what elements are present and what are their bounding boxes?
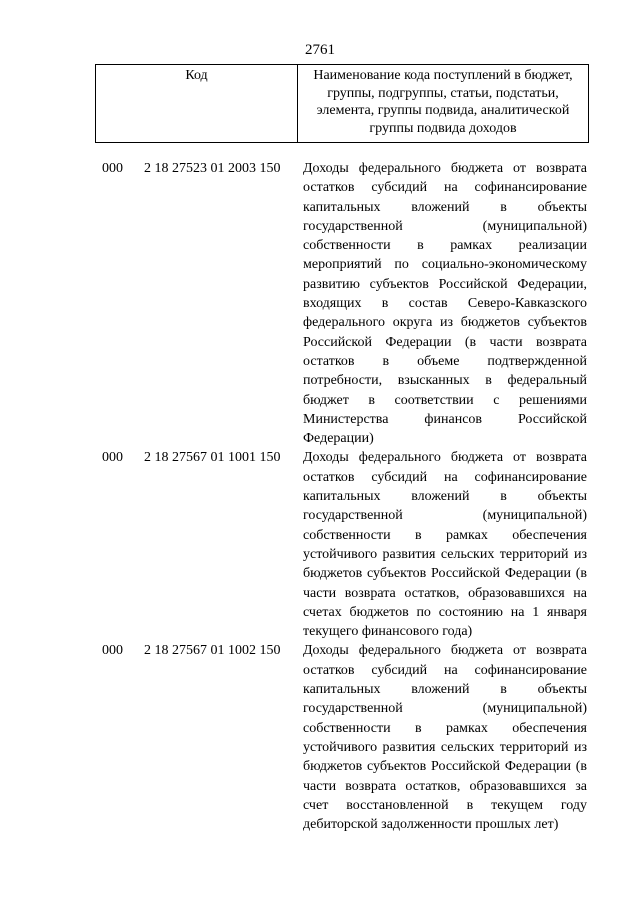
table-header xyxy=(95,64,589,143)
page-number: 2761 xyxy=(305,42,335,58)
header-name-column: Наименование кода поступлений в бюджет, группы, подгруппы, статьи, подстатьи, элемента, группы подвида, аналитической группы подвида доходов xyxy=(313,68,573,136)
row-income-code: 2 18 27523 01 2003 150 xyxy=(144,161,281,176)
row-admin-code: 000 xyxy=(102,161,123,176)
row-description: Доходы федерального бюджета от возврата остатков субсидий на софинансирование капитальных вложений в объекты государственной (муниципальной) собственности в рамках реализации мероприятий по социально-экономическому развитию субъектов Российской Федерации, входящих в состав Северо-Кавказского федерального округа из бюджетов субъектов Российской Федерации (в части возврата остатков в объеме подтвержденной потребности, взысканных в федеральный бюджет в соответствии с решениями Министерства финансов Российской Федерации) xyxy=(303,161,587,447)
table-row xyxy=(0,641,640,834)
table-row xyxy=(0,448,640,641)
row-description: Доходы федерального бюджета от возврата остатков субсидий на софинансирование капитальных вложений в объекты государственной (муниципальной) собственности в рамках обеспечения устойчивого развития сельских территорий из бюджетов субъектов Российской Федерации (в части возврата остатков, образовавшихся за счет восстановленной в текущем году дебиторской задолженности прошлых лет) xyxy=(303,643,587,833)
row-admin-code: 000 xyxy=(102,643,123,659)
header-code-column: Код xyxy=(96,65,298,142)
row-income-code: 2 18 27567 01 1002 150 xyxy=(144,643,281,659)
row-admin-code: 000 xyxy=(102,450,123,466)
row-income-code: 2 18 27567 01 1001 150 xyxy=(144,450,281,466)
row-description: Доходы федерального бюджета от возврата остатков субсидий на софинансирование капитальных вложений в объекты государственной (муниципальной) собственности в рамках обеспечения устойчивого развития сельских территорий из бюджетов субъектов Российской Федерации (в части возврата остатков, образовавшихся на счетах бюджетов по состоянию на 1 января текущего финансового года) xyxy=(303,450,587,640)
income-code-list xyxy=(0,159,640,834)
table-row xyxy=(0,159,640,448)
